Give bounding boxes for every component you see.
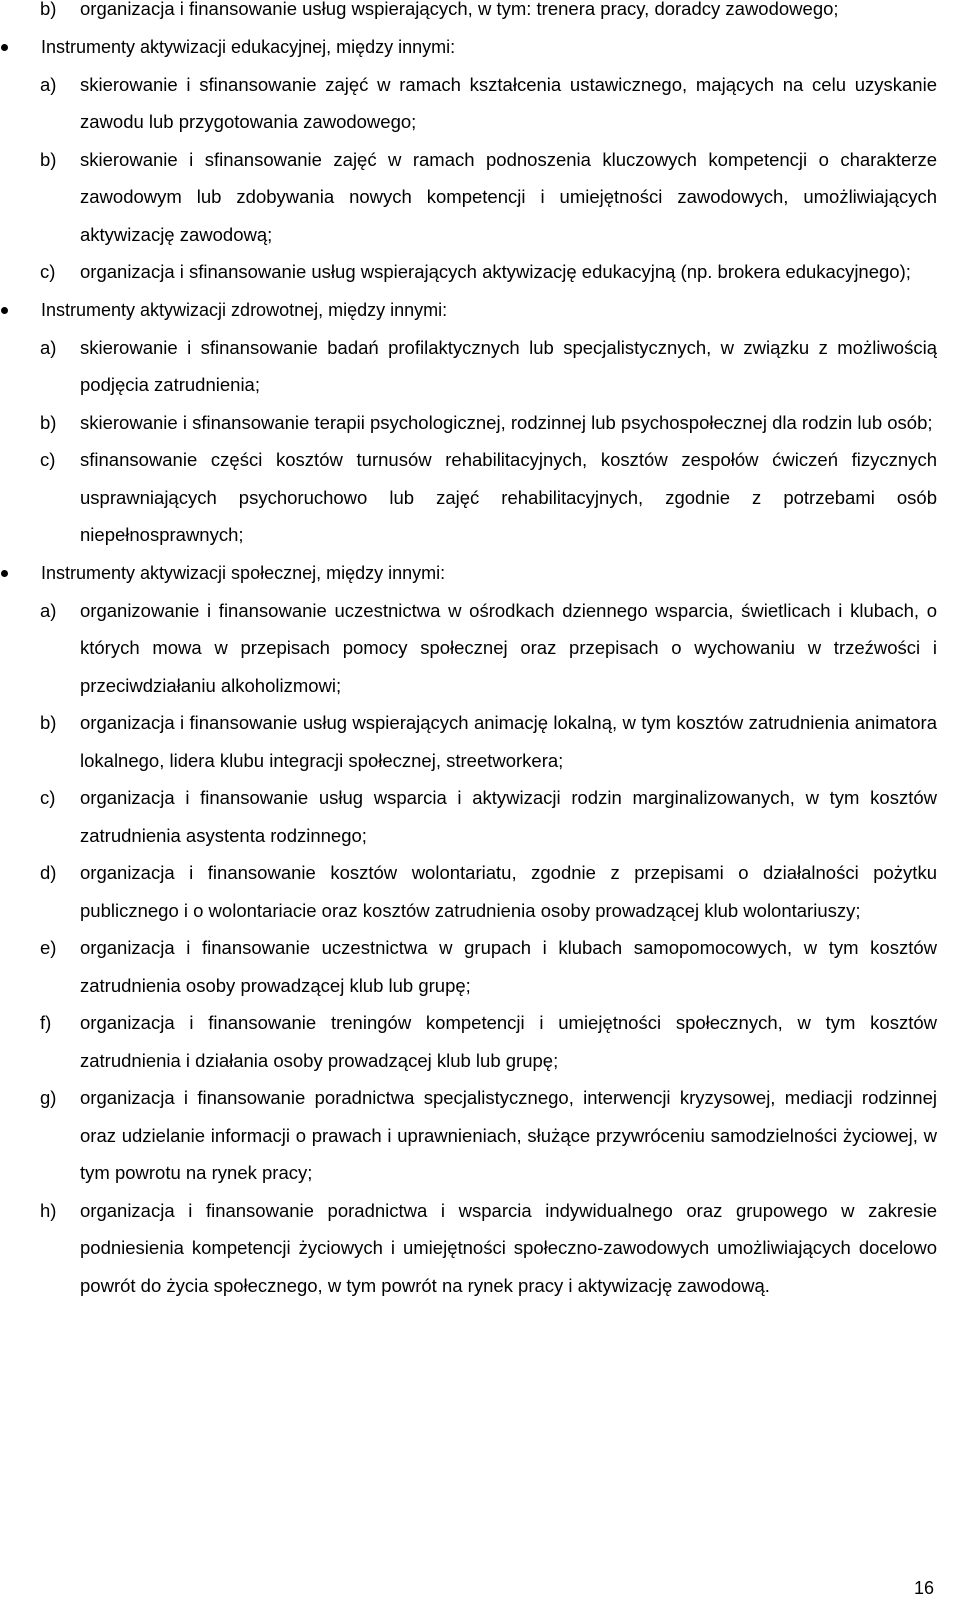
list-item-marker: a) bbox=[40, 73, 57, 95]
list-item bbox=[0, 1004, 960, 1079]
section-heading bbox=[0, 291, 960, 329]
list-item bbox=[0, 404, 960, 442]
list-item-text: organizacja i finansowanie usług wsparcia i aktywizacji rodzin marginalizowanych, w tym kosztów zatrudnienia asystenta rodzinnego; bbox=[80, 787, 937, 846]
list-item-text: organizowanie i finansowanie uczestnictwa w ośrodkach dziennego wsparcia, świetlicach i klubach, o których mowa w przepisach pomocy społecznej oraz przepisach o wychowaniu w trzeźwości i przeciwdziałaniu alkoholizmowi; bbox=[80, 599, 937, 696]
list-item-marker: b) bbox=[40, 411, 57, 433]
list-item-marker: c) bbox=[40, 787, 56, 808]
list-item bbox=[0, 704, 960, 779]
list-item-marker: g) bbox=[40, 1087, 57, 1108]
list-item-marker: b) bbox=[40, 712, 57, 733]
list-item-text: skierowanie i sfinansowanie zajęć w ramach kształcenia ustawicznego, mających na celu uzyskanie zawodu lub przygotowania zawodowego; bbox=[80, 73, 937, 132]
list-item bbox=[0, 253, 960, 291]
section-heading-text: Instrumenty aktywizacji edukacyjnej, między innymi: bbox=[41, 36, 456, 57]
list-item bbox=[0, 854, 960, 929]
list-group-continuation bbox=[0, 0, 960, 28]
list-item-marker: c) bbox=[40, 261, 56, 282]
list-group-educational bbox=[0, 28, 960, 291]
list-item-text: skierowanie i sfinansowanie badań profilaktycznych lub specjalistycznych, w związku z możliwością podjęcia zatrudnienia; bbox=[80, 336, 937, 395]
list-item-text: organizacja i finansowanie poradnictwa i wsparcia indywidualnego oraz grupowego w zakresie podniesienia kompetencji życiowych i umiejętności społeczno-zawodowych umożliwiających docelowo powrót do życia społecznego, w tym powrót na rynek pracy i aktywizację zawodową. bbox=[80, 1199, 937, 1296]
bullet-icon bbox=[1, 570, 8, 577]
list-item-text: organizacja i sfinansowanie usług wspierających aktywizację edukacyjną (np. brokera edukacyjnego); bbox=[80, 261, 911, 282]
list-item-marker: b) bbox=[40, 148, 57, 170]
list-item-text: organizacja i finansowanie usług wspierających, w tym: trenera pracy, doradcy zawodowego; bbox=[80, 0, 839, 19]
list-item-text: skierowanie i sfinansowanie zajęć w ramach podnoszenia kluczowych kompetencji o charakterze zawodowym lub zdobywania nowych kompetencji i umiejętności zawodowych, umożliwiających aktywizację zawodową; bbox=[80, 148, 937, 245]
bullet-icon bbox=[1, 44, 8, 51]
list-item bbox=[0, 1192, 960, 1305]
list-item bbox=[0, 1079, 960, 1192]
list-item bbox=[0, 66, 960, 141]
list-group-social bbox=[0, 554, 960, 1305]
list-item-text: organizacja i finansowanie uczestnictwa w grupach i klubach samopomocowych, w tym kosztów zatrudnienia osoby prowadzącej klub lub grupę; bbox=[80, 937, 937, 996]
list-item bbox=[0, 929, 960, 1004]
list-group-health bbox=[0, 291, 960, 554]
list-item bbox=[0, 329, 960, 404]
list-item-text: organizacja i finansowanie usług wspierających animację lokalną, w tym kosztów zatrudnienia animatora lokalnego, lidera klubu integracji społecznej, streetworkera; bbox=[80, 712, 937, 771]
section-heading-text: Instrumenty aktywizacji społecznej, między innymi: bbox=[41, 562, 446, 583]
list-item bbox=[0, 141, 960, 254]
list-item bbox=[0, 592, 960, 705]
bullet-icon bbox=[1, 307, 8, 314]
list-item-marker: b) bbox=[40, 0, 57, 19]
section-heading bbox=[0, 28, 960, 66]
section-heading-text: Instrumenty aktywizacji zdrowotnej, między innymi: bbox=[41, 299, 448, 320]
list-item-marker: f) bbox=[40, 1012, 52, 1033]
list-item-marker: a) bbox=[40, 599, 57, 621]
section-heading bbox=[0, 554, 960, 592]
list-item-text: organizacja i finansowanie treningów kompetencji i umiejętności społecznych, w tym kosztów zatrudnienia i działania osoby prowadzącej klub lub grupę; bbox=[80, 1012, 937, 1071]
list-item-marker: h) bbox=[40, 1199, 57, 1221]
list-item-marker: c) bbox=[40, 449, 56, 470]
list-item bbox=[0, 779, 960, 854]
list-item bbox=[0, 441, 960, 554]
list-item bbox=[0, 0, 960, 28]
list-item-marker: e) bbox=[40, 937, 57, 958]
page-number: 16 bbox=[913, 1578, 934, 1598]
list-item-marker: a) bbox=[40, 336, 57, 358]
list-item-marker: d) bbox=[40, 862, 57, 883]
list-item-text: organizacja i finansowanie poradnictwa specjalistycznego, interwencji kryzysowej, mediacji rodzinnej oraz udzielanie informacji o prawach i uprawnieniach, służące przywróceniu samodzielności życiowej, w tym powrotu na rynek pracy; bbox=[80, 1087, 937, 1183]
list-item-text: sfinansowanie części kosztów turnusów rehabilitacyjnych, kosztów zespołów ćwiczeń fizycznych usprawniających psychoruchowo lub zajęć rehabilitacyjnych, zgodnie z potrzebami osób niepełnosprawnych; bbox=[80, 449, 937, 545]
list-item-text: organizacja i finansowanie kosztów wolontariatu, zgodnie z przepisami o działalności pożytku publicznego i o wolontariacie oraz kosztów zatrudnienia osoby prowadzącej klub wolontariuszy; bbox=[80, 862, 937, 921]
list-item-text: skierowanie i sfinansowanie terapii psychologicznej, rodzinnej lub psychospołecznej dla rodzin lub osób; bbox=[80, 411, 933, 433]
